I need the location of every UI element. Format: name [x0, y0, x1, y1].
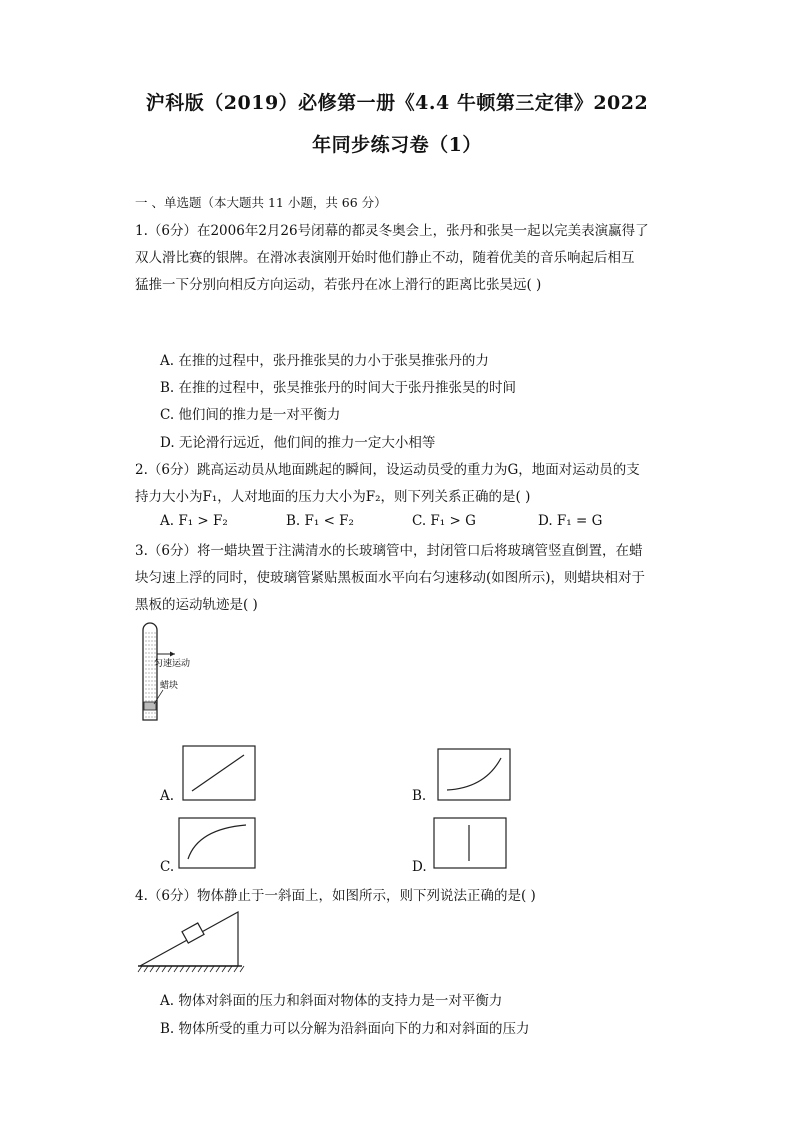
q2-option-c: C. F₁ > G	[412, 513, 476, 529]
q2-stem-line1: 2.（6分）跳高运动员从地面跳起的瞬间，设运动员受的重力为G，地面对运动员的支	[135, 462, 640, 478]
q1-stem-line3: 猛推一下分别向相反方向运动，若张丹在冰上滑行的距离比张昊远( )	[135, 277, 542, 293]
q3-option-a-graph	[182, 745, 256, 801]
incline-figure	[136, 908, 246, 974]
q3-option-d-label: D.	[412, 859, 427, 875]
paper-title-line1: 沪科版（2019）必修第一册《4.4 牛顿第三定律》2022	[145, 92, 649, 114]
q1-option-c: C. 他们间的推力是一对平衡力	[160, 407, 341, 423]
q3-option-d-graph	[433, 817, 507, 869]
q2-option-a: A. F₁ > F₂	[160, 513, 228, 529]
q2-option-d: D. F₁ = G	[538, 513, 603, 529]
q4-option-a: A. 物体对斜面的压力和斜面对物体的支持力是一对平衡力	[160, 993, 503, 1009]
q4-stem-line1: 4.（6分）物体静止于一斜面上，如图所示，则下列说法正确的是( )	[135, 888, 536, 904]
q3-stem-line2: 块匀速上浮的同时，使玻璃管紧贴黑板面水平向右匀速移动(如图所示)，则蜡块相对于	[135, 570, 646, 586]
q2-option-b: B. F₁ < F₂	[286, 513, 354, 529]
block-label: 蜡块	[160, 681, 179, 691]
q3-stem-line3: 黑板的运动轨迹是( )	[135, 597, 258, 613]
q3-option-b-graph	[437, 748, 511, 801]
q4-option-b: B. 物体所受的重力可以分解为沿斜面向下的力和对斜面的压力	[160, 1021, 530, 1037]
q3-option-b-label: B.	[412, 788, 427, 804]
q3-option-c-label: C.	[160, 859, 175, 875]
q1-stem-line2: 双人滑比赛的银牌。在滑冰表演刚开始时他们静止不动，随着优美的音乐响起后相互	[135, 250, 635, 266]
q3-option-a-label: A.	[160, 788, 175, 804]
q1-option-a: A. 在推的过程中，张丹推张昊的力小于张昊推张丹的力	[160, 353, 489, 369]
motion-label: 匀速运动	[154, 659, 191, 669]
glass-tube-figure	[135, 620, 215, 725]
q3-option-c-graph	[178, 817, 256, 869]
q3-stem-line1: 3.（6分）将一蜡块置于注满清水的长玻璃管中，封闭管口后将玻璃管竖直倒置，在蜡	[135, 543, 643, 559]
q1-stem-line1: 1.（6分）在2006年2月26号闭幕的都灵冬奥会上，张丹和张昊一起以完美表演赢得了	[135, 223, 649, 239]
q2-stem-line2: 持力大小为F₁，人对地面的压力大小为F₂，则下列关系正确的是( )	[135, 489, 531, 505]
q1-option-d: D. 无论滑行远近，他们间的推力一定大小相等	[160, 435, 436, 451]
q1-option-b: B. 在推的过程中，张昊推张丹的时间大于张丹推张昊的时间	[160, 380, 517, 396]
section-heading: 一 、单选题（本大题共 11 小题，共 66 分）	[135, 195, 387, 210]
paper-title-line2: 年同步练习卷（1）	[312, 134, 482, 156]
